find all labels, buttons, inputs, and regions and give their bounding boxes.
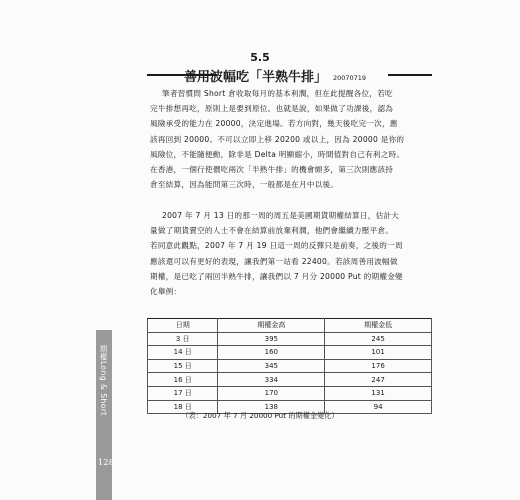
paragraph-line: 若同意此觀點，2007 年 7 月 19 日這一周的反彈只是前奏，之後的一周 — [150, 241, 403, 251]
paragraph-line: 筆者習慣問 Short 倉收取每月的基本利潤，但在此提醒各位，若吃 — [162, 89, 393, 98]
table-row — [148, 359, 432, 373]
paragraph-line: 風險位，不能隨便動，除非是 Delta 明顯縮小，時間值對自己有利之時。 — [150, 149, 405, 159]
paragraph-line: 2007 年 7 月 13 日的那一周的周五是美國期貨期權結算日，估計大 — [162, 211, 400, 220]
table-cell-high: 395 — [218, 332, 325, 346]
paragraph-line: 在香港，一個行使價吃兩次「半熟牛排」的機會頗多，第三次則應該持 — [150, 165, 394, 175]
paragraph-line: 化舉例： — [150, 287, 182, 297]
table-row — [148, 373, 432, 387]
section-number: 5.5 — [250, 51, 270, 64]
page-number: 128 — [97, 458, 115, 468]
section-date: 20070719 — [332, 74, 367, 82]
paragraph-line: 應該還可以有更好的表現，讓我們第一站看 22400。若該周善用波幅做 — [150, 256, 398, 266]
table-cell-date: 17 日 — [148, 386, 218, 400]
table-cell-low: 131 — [325, 386, 432, 400]
table-cell-date: 3 日 — [148, 332, 218, 346]
paragraph-line: 風險承受的能力在 20000，決定進場。若方向對，幾天後吃完一次，應 — [150, 119, 398, 129]
table-cell-date: 15 日 — [148, 359, 218, 373]
chapter-side-label: 期權Long & Short — [99, 345, 108, 416]
table-header-date: 日期 — [148, 319, 218, 333]
table-cell-low: 94 — [325, 400, 432, 414]
table-caption: （表：2007 年 7 月 20000 Put 的期權金變化） — [181, 411, 339, 420]
table-cell-high: 160 — [218, 346, 325, 360]
section-title: 善用波幅吃「半熟牛排」 — [183, 70, 327, 85]
table-cell-high: 334 — [218, 373, 325, 387]
table-cell-low: 176 — [325, 359, 432, 373]
table-header-row — [148, 319, 432, 333]
table-cell-low: 245 — [325, 332, 432, 346]
table-cell-high: 345 — [218, 359, 325, 373]
table-cell-date: 16 日 — [148, 373, 218, 387]
section-title-row — [130, 66, 420, 85]
table-header-high: 期權金高 — [218, 319, 325, 333]
table-cell-date: 18 日 — [148, 400, 218, 414]
table-row — [148, 386, 432, 400]
paragraph-line: 倉至結算，因為能問第三次時，一般都是在月中以後。 — [150, 180, 339, 190]
table-cell-high: 138 — [218, 400, 325, 414]
paragraph-line: 量做了期貨賣空的人士不會在結算前放棄利潤，他們會繼續力壓平倉。 — [150, 226, 394, 236]
paragraph-line: 該再回到 20000。不可以立即上移 20200 或以上，因為 20000 是你的 — [150, 134, 405, 144]
table-cell-low: 101 — [325, 346, 432, 360]
paragraph-1 — [150, 86, 432, 192]
table-row — [148, 346, 432, 360]
table-cell-high: 170 — [218, 386, 325, 400]
table-row — [148, 332, 432, 346]
option-premium-table — [147, 318, 432, 414]
table-cell-date: 14 日 — [148, 346, 218, 360]
paragraph-2 — [150, 208, 432, 299]
paragraph-line: 完牛排想再吃，原則上是要到原位。也就是說，如果做了功課後，認為 — [150, 104, 394, 114]
paragraph-line: 期權，是已吃了兩回半熟牛排，讓我們以 7 月分 20000 Put 的期權金變 — [150, 271, 403, 281]
table-cell-low: 247 — [325, 373, 432, 387]
table-header-low: 期權金低 — [325, 319, 432, 333]
